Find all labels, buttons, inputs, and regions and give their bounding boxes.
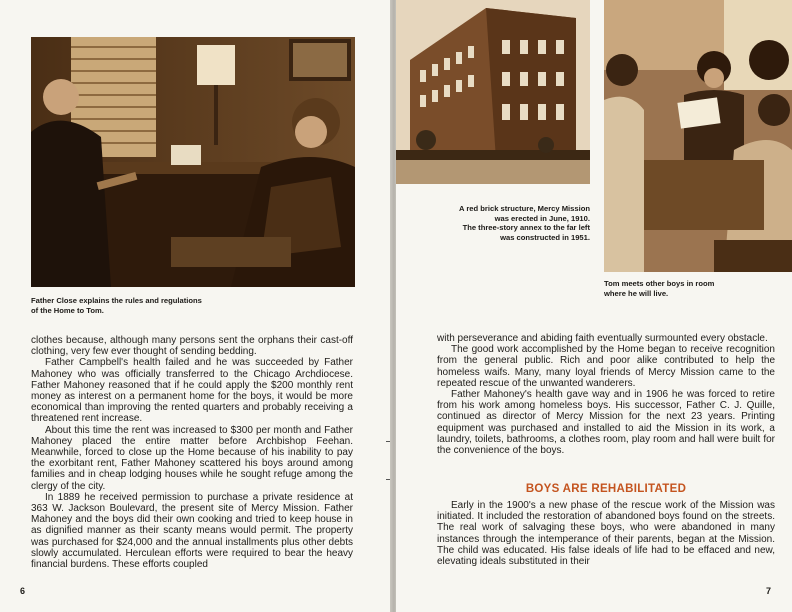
page-number-left: 6 bbox=[20, 586, 26, 596]
right-body-text bbox=[437, 333, 775, 456]
photo-caption-left: Father Close explains the rules and regulations of the Home to Tom. bbox=[31, 296, 202, 315]
building-photo-caption: A red brick structure, Mercy Mission was erected in June, 1910. The three-story annex to the far left was constructed in 1951. bbox=[459, 204, 590, 242]
boys-photo-caption: Tom meets other boys in room where he will live. bbox=[604, 279, 715, 298]
paragraph: The good work accomplished by the Home began to receive recognition from the general public. Rich and poor alike contributed to help the homeless waifs. Many, many loyal friends of Mercy Mission came to the repeated rescue of the unwanted wanderers. bbox=[437, 344, 775, 389]
section-body-text bbox=[437, 500, 775, 567]
paragraph: Father Mahoney's health gave way and in 1906 he was forced to retire from his work among homeless boys. His successor, Father C. J. Quille, continued as director of Mercy Mission for the next 23 years. Printing equipment was purchased and installed to aid the Mission in its work, a laundry, toilets, bathrooms, a clothes room, play room and hall were built for the convenience of the boys. bbox=[437, 389, 775, 457]
photo-brick-building-icon bbox=[396, 0, 590, 184]
left-page bbox=[0, 0, 392, 612]
paragraph: clothes because, although many persons sent the orphans their cast-off clothing, very few ever thought of sending bedding. bbox=[31, 335, 353, 358]
paragraph: Early in the 1900's a new phase of the rescue work of the Mission was initiated. It included the restoration of abandoned boys found on the streets. The real work of salvaging these boys, who were abandoned in many instances through the intemperance of their parents, began at the Mission. The child was educated. His false ideals of life had to be effaced and new, elevating ideals substituted in their bbox=[437, 500, 775, 568]
paragraph: About this time the rent was increased to $300 per month and Father Mahoney placed the entire matter before Archbishop Feehan. Meanwhile, forced to close up the Home because of his inability to pay the exorbitant rent, Father Mahoney scattered his boys around among families and in cheap lodging houses while he sought refuge among the clergy of the city. bbox=[31, 424, 353, 492]
photo-priest-and-boy-icon bbox=[31, 37, 355, 287]
right-page bbox=[396, 0, 792, 612]
section-heading: BOYS ARE REHABILITATED bbox=[525, 483, 687, 495]
paragraph: In 1889 he received permission to purchase a private residence at 363 W. Jackson Boulevard, the present site of Mercy Mission. Father Mahoney and the boys did their own cooking and tried to keep house in as dignified manner as their scanty means would permit. The property was purchased for $24,000 and the annual installments plus other debts slowly accumulated. Herculean efforts were required to bear the heavy financial burdens. These efforts coupled bbox=[31, 491, 353, 571]
left-body-text bbox=[31, 335, 353, 570]
photo-boys-in-room-icon bbox=[604, 0, 792, 272]
paragraph: Father Campbell's health failed and he was succeeded by Father Mahoney who was officially transferred to the Chicago Archdiocese. Father Mahoney reasoned that if he could apply the $200 monthly rent money as interest on a permanent home for the boys, it would be more economical than improving the rented quarters and probably receiving a threatened rent increase. bbox=[31, 357, 353, 425]
photo-priest-and-boy bbox=[31, 37, 355, 287]
photo-boys-in-room bbox=[604, 0, 792, 272]
page-number-right: 7 bbox=[766, 586, 772, 596]
photo-brick-building bbox=[396, 0, 590, 184]
paragraph: with perseverance and abiding faith eventually surmounted every obstacle. bbox=[437, 333, 768, 344]
